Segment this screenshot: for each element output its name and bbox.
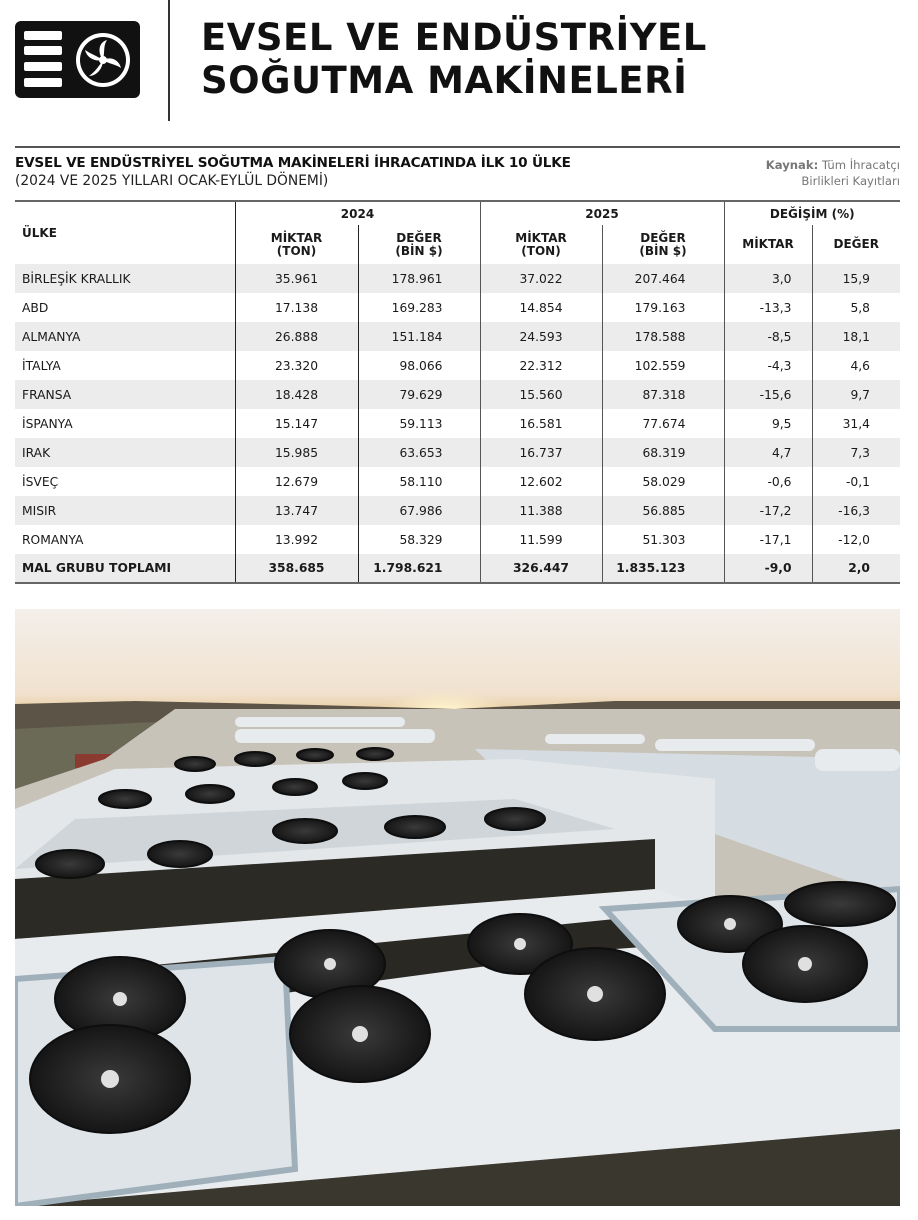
- cell-val-2025: 58.029: [602, 467, 724, 496]
- air-conditioner-fan-icon: [15, 21, 140, 98]
- cell-change-val: -12,0: [812, 525, 900, 554]
- page-title: [201, 16, 707, 102]
- cell-val-2024: 58.110: [358, 467, 480, 496]
- cell-change-qty: -13,3: [724, 293, 812, 322]
- cell-val-2024: 67.986: [358, 496, 480, 525]
- header-divider: [168, 0, 170, 121]
- cell-qty-2024: 15.985: [235, 438, 358, 467]
- cell-val-2024: 58.329: [358, 525, 480, 554]
- cell-change-qty: -0,6: [724, 467, 812, 496]
- col-header-qty-2024: [235, 225, 358, 264]
- vent-bar: [24, 31, 62, 40]
- qty-unit: (TON): [276, 243, 317, 258]
- cell-val-2024: 98.066: [358, 351, 480, 380]
- cell-change-qty: -4,3: [724, 351, 812, 380]
- col-header-2024: 2024: [235, 201, 480, 225]
- val-unit: (BİN $): [639, 243, 687, 258]
- col-header-val-2025: [602, 225, 724, 264]
- cell-val-2025: 207.464: [602, 264, 724, 293]
- col-header-2025: 2025: [480, 201, 724, 225]
- cell-country: BİRLEŞİK KRALLIK: [15, 264, 235, 293]
- cell-change-val: 5,8: [812, 293, 900, 322]
- cell-val-2025: 68.319: [602, 438, 724, 467]
- source-line1: Tüm İhracatçı: [821, 158, 900, 172]
- cell-qty-2024: 23.320: [235, 351, 358, 380]
- cell-change-val: -0,1: [812, 467, 900, 496]
- cell-change-qty: -15,6: [724, 380, 812, 409]
- cell-country: İSVEÇ: [22, 474, 59, 489]
- cell-change-qty: 9,5: [724, 409, 812, 438]
- cell-val-2024: 59.113: [358, 409, 480, 438]
- col-header-change: DEĞİŞİM (%): [724, 201, 900, 225]
- cell-val-2025: 56.885: [602, 496, 724, 525]
- cell-qty-2024: 13.992: [235, 525, 358, 554]
- cell-change-qty: 3,0: [724, 264, 812, 293]
- cell-change-val: 2,0: [812, 554, 900, 583]
- cell-qty-2025: 15.560: [480, 380, 602, 409]
- cell-qty-2024: 17.138: [235, 293, 358, 322]
- source-label: Kaynak:: [765, 158, 819, 172]
- cell-val-2025: 179.163: [602, 293, 724, 322]
- cell-qty-2024: 35.961: [235, 264, 358, 293]
- table-row: [15, 525, 900, 554]
- section-divider: [15, 146, 900, 148]
- col-header-country: ÜLKE: [15, 201, 235, 264]
- source-line2: Birlikleri Kayıtları: [801, 174, 900, 188]
- cell-qty-2025: 37.022: [480, 264, 602, 293]
- page-title-line2: SOĞUTMA MAKİNELERİ: [201, 59, 688, 102]
- cell-val-2025: 102.559: [602, 351, 724, 380]
- cell-change-val: 7,3: [812, 438, 900, 467]
- table-row: [15, 293, 900, 322]
- table-subtitle: (2024 VE 2025 YILLARI OCAK-EYLÜL DÖNEMİ): [15, 173, 329, 189]
- cell-qty-2025: 11.388: [480, 496, 602, 525]
- cell-qty-2024: 18.428: [235, 380, 358, 409]
- rooftop-cooling-units-photo: [15, 609, 900, 1206]
- cell-val-2024: 63.653: [358, 438, 480, 467]
- cell-change-val: 18,1: [812, 322, 900, 351]
- cell-change-val: 31,4: [812, 409, 900, 438]
- qty-unit: (TON): [521, 243, 561, 258]
- cell-qty-2025: 16.737: [480, 438, 602, 467]
- cell-change-qty: 4,7: [724, 438, 812, 467]
- cell-change-qty: -9,0: [724, 554, 812, 583]
- table-row: [15, 409, 900, 438]
- cell-change-val: 4,6: [812, 351, 900, 380]
- cell-country: FRANSA: [15, 380, 235, 409]
- table-row: [15, 351, 900, 380]
- table-row: [15, 496, 900, 525]
- cell-qty-2025: 16.581: [480, 409, 602, 438]
- val-unit: (BİN $): [395, 243, 443, 258]
- table-row: [15, 467, 900, 496]
- photo-illustration: [15, 609, 900, 1206]
- col-header-val-2024: [358, 225, 480, 264]
- cell-country: İTALYA: [22, 358, 61, 373]
- table-row: [15, 264, 900, 293]
- cell-change-val: -16,3: [812, 496, 900, 525]
- cell-val-2025: 51.303: [602, 525, 724, 554]
- cell-val-2024: 151.184: [358, 322, 480, 351]
- qty-label: MİKTAR: [515, 230, 567, 245]
- col-header-qty-2025: [480, 225, 602, 264]
- source-note: [766, 157, 900, 189]
- cell-change-qty: -17,2: [724, 496, 812, 525]
- cell-qty-2024: 26.888: [235, 322, 358, 351]
- cell-country: MISIR: [15, 496, 235, 525]
- cell-qty-2025: 326.447: [480, 554, 602, 583]
- cell-qty-2024: 12.679: [235, 467, 358, 496]
- page-title-line1: EVSEL VE ENDÜSTRİYEL: [201, 16, 707, 59]
- table-total-row: [15, 554, 900, 583]
- cell-qty-2025: 14.854: [480, 293, 602, 322]
- cell-change-qty: -17,1: [724, 525, 812, 554]
- cell-val-2025: 1.835.123: [602, 554, 724, 583]
- cell-val-2024: 79.629: [358, 380, 480, 409]
- cell-country: ABD: [22, 300, 49, 315]
- val-label: DEĞER: [640, 230, 686, 245]
- cell-val-2025: 77.674: [602, 409, 724, 438]
- col-header-change-val: DEĞER: [812, 225, 900, 264]
- cell-qty-2024: 15.147: [235, 409, 358, 438]
- fan-icon: [73, 30, 133, 90]
- cell-change-val: 9,7: [812, 380, 900, 409]
- cell-val-2024: 178.961: [358, 264, 480, 293]
- cell-val-2024: 1.798.621: [358, 554, 480, 583]
- cell-qty-2024: 13.747: [235, 496, 358, 525]
- table-row: [15, 322, 900, 351]
- vent-bar: [24, 78, 62, 87]
- vent-bar: [24, 62, 62, 71]
- cell-val-2025: 87.318: [602, 380, 724, 409]
- cell-qty-2025: 22.312: [480, 351, 602, 380]
- cell-change-val: 15,9: [812, 264, 900, 293]
- cell-qty-2025: 11.599: [480, 525, 602, 554]
- table-title: EVSEL VE ENDÜSTRİYEL SOĞUTMA MAKİNELERİ İHRACATINDA İLK 10 ÜLKE: [15, 155, 571, 171]
- cell-country: MAL GRUBU TOPLAMI: [15, 554, 235, 583]
- col-header-change-qty: MİKTAR: [724, 225, 812, 264]
- qty-label: MİKTAR: [270, 230, 323, 245]
- cell-country: İSPANYA: [22, 416, 73, 431]
- cell-qty-2025: 24.593: [480, 322, 602, 351]
- cell-change-qty: -8,5: [724, 322, 812, 351]
- cell-qty-2025: 12.602: [480, 467, 602, 496]
- cell-country: ROMANYA: [22, 532, 84, 547]
- vent-bar: [24, 46, 62, 55]
- cell-val-2025: 178.588: [602, 322, 724, 351]
- cell-country: IRAK: [15, 438, 235, 467]
- table-row: [15, 438, 900, 467]
- cell-country: ALMANYA: [15, 322, 235, 351]
- val-label: DEĞER: [396, 230, 442, 245]
- cell-val-2024: 169.283: [358, 293, 480, 322]
- export-table: [15, 200, 900, 584]
- table-row: [15, 380, 900, 409]
- cell-qty-2024: 358.685: [235, 554, 358, 583]
